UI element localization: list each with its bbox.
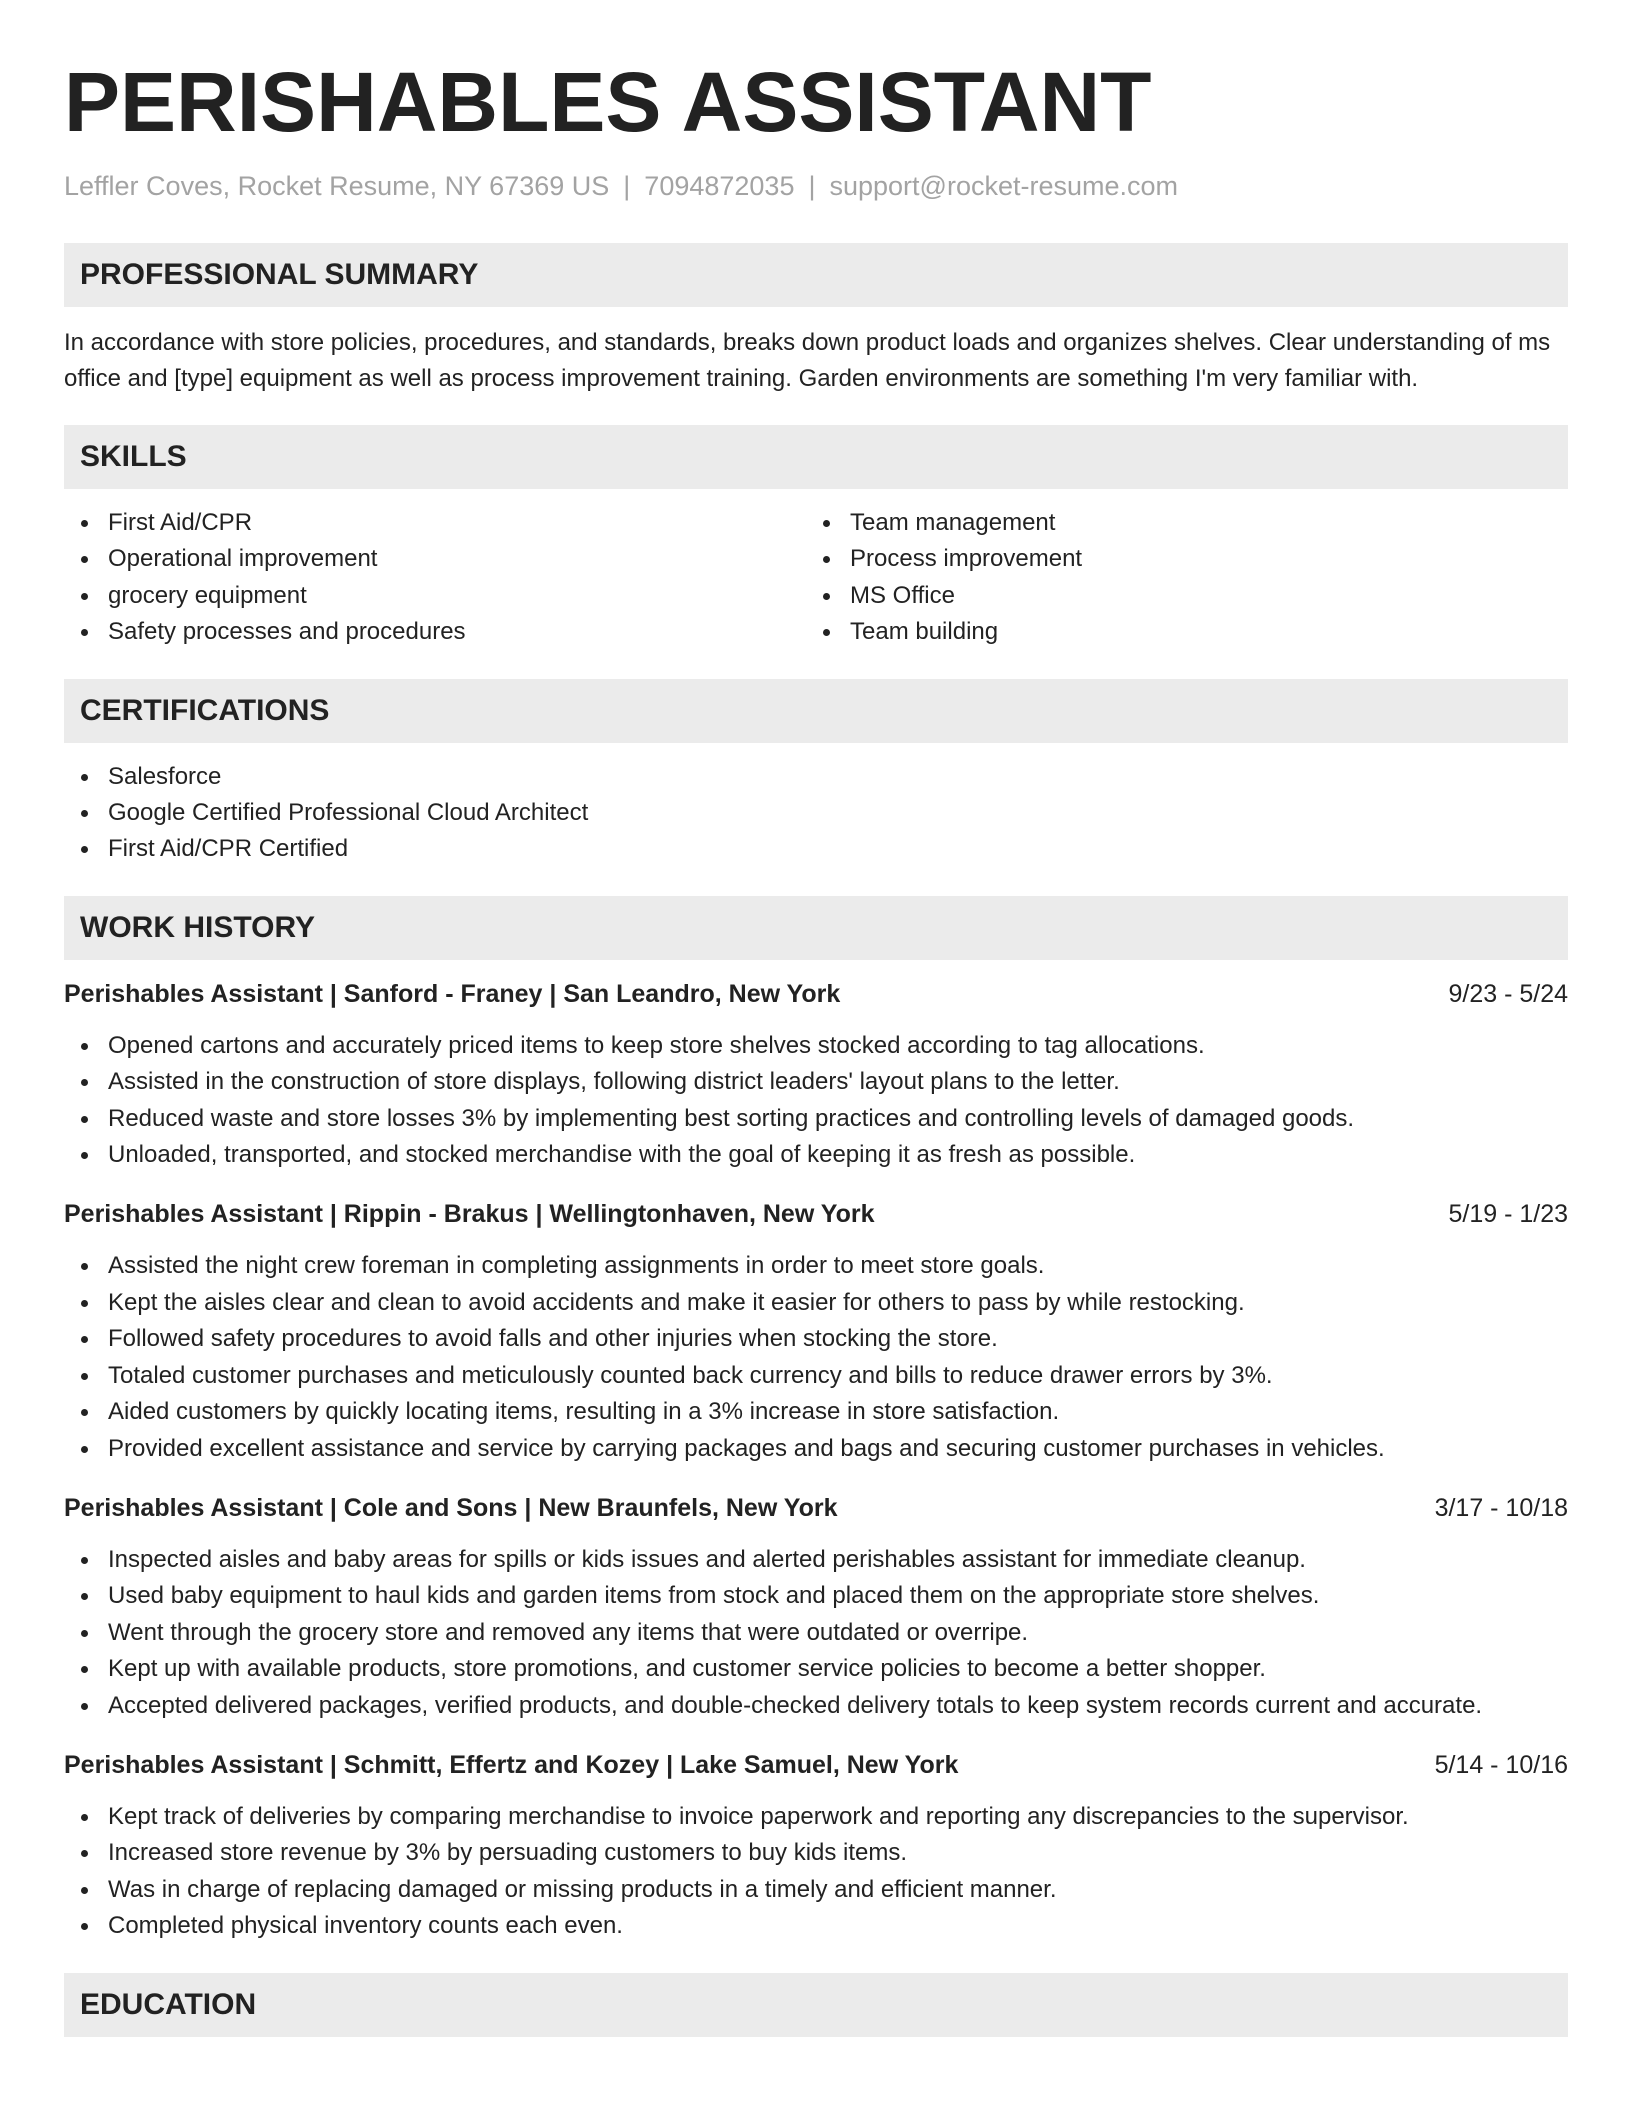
job-bullet: Aided customers by quickly locating items, resulting in a 3% increase in store satisfaction.: [64, 1394, 1568, 1430]
job-bullet: Totaled customer purchases and meticulously counted back currency and bills to reduce drawer errors by 3%.: [64, 1358, 1568, 1394]
skills-column-right: [806, 505, 1548, 651]
resume-page: [64, 0, 1568, 2037]
job-entry: [64, 1490, 1568, 1724]
contact-line: [64, 166, 1568, 206]
skill-item: grocery equipment: [64, 578, 806, 614]
skill-item: First Aid/CPR: [64, 505, 806, 541]
job-bullet: Went through the grocery store and removed any items that were outdated or overripe.: [64, 1615, 1568, 1651]
job-header: [64, 976, 1568, 1012]
section-header-certifications: CERTIFICATIONS: [64, 679, 1568, 743]
section-header-skills: SKILLS: [64, 425, 1568, 489]
skill-item: MS Office: [806, 578, 1548, 614]
job-bullet: Accepted delivered packages, verified products, and double-checked delivery totals to keep system records current and accurate.: [64, 1688, 1568, 1724]
job-bullets: [64, 1028, 1568, 1174]
skill-item: Operational improvement: [64, 541, 806, 577]
job-bullet: Reduced waste and store losses 3% by implementing best sorting practices and controlling levels of damaged goods.: [64, 1101, 1568, 1137]
job-entry: [64, 1196, 1568, 1466]
skill-item: Team building: [806, 614, 1548, 650]
job-header: [64, 1490, 1568, 1526]
skills-list-right: [806, 505, 1548, 651]
job-bullet: Followed safety procedures to avoid falls and other injuries when stocking the store.: [64, 1321, 1568, 1357]
job-bullet: Opened cartons and accurately priced items to keep store shelves stocked according to tag allocations.: [64, 1028, 1568, 1064]
job-bullet: Was in charge of replacing damaged or missing products in a timely and efficient manner.: [64, 1872, 1568, 1908]
job-dates: 3/17 - 10/18: [1434, 1493, 1568, 1522]
job-bullet: Inspected aisles and baby areas for spills or kids issues and alerted perishables assistant for immediate cleanup.: [64, 1542, 1568, 1578]
job-bullet: Kept track of deliveries by comparing merchandise to invoice paperwork and reporting any discrepancies to the supervisor.: [64, 1799, 1568, 1835]
job-bullet: Assisted in the construction of store displays, following district leaders' layout plans to the letter.: [64, 1064, 1568, 1100]
job-dates: 5/14 - 10/16: [1434, 1750, 1568, 1779]
job-bullet: Unloaded, transported, and stocked merchandise with the goal of keeping it as fresh as possible.: [64, 1137, 1568, 1173]
job-title: Perishables Assistant | Sanford - Franey | San Leandro, New York: [64, 979, 841, 1008]
contact-email: support@rocket-resume.com: [829, 171, 1179, 201]
section-header-summary: PROFESSIONAL SUMMARY: [64, 243, 1568, 307]
skills-grid: [64, 505, 1568, 651]
job-bullets: [64, 1799, 1568, 1945]
certification-item: Salesforce: [64, 759, 1568, 795]
job-header: [64, 1747, 1568, 1783]
summary-text: In accordance with store policies, procedures, and standards, breaks down product loads and organizes shelves. Clear understanding of ms office and [type] equipment as well as process improvement training. Garden environments are something I'm very familiar with.: [64, 329, 1551, 392]
job-bullets: [64, 1248, 1568, 1466]
job-bullet: Assisted the night crew foreman in completing assignments in order to meet store goals.: [64, 1248, 1568, 1284]
job-entry: [64, 976, 1568, 1174]
job-title: Perishables Assistant | Cole and Sons | New Braunfels, New York: [64, 1493, 838, 1522]
job-bullet: Used baby equipment to haul kids and garden items from stock and placed them on the appropriate store shelves.: [64, 1578, 1568, 1614]
certification-item: Google Certified Professional Cloud Architect: [64, 795, 1568, 831]
skills-column-left: [64, 505, 806, 651]
job-bullet: Kept up with available products, store promotions, and customer service policies to become a better shopper.: [64, 1651, 1568, 1687]
job-dates: 5/19 - 1/23: [1448, 1200, 1568, 1229]
certifications-list: [64, 759, 1568, 868]
skills-list-left: [64, 505, 806, 651]
contact-phone: 7094872035: [644, 171, 795, 201]
job-bullets: [64, 1542, 1568, 1724]
job-bullet: Kept the aisles clear and clean to avoid accidents and make it easier for others to pass by while restocking.: [64, 1285, 1568, 1321]
skill-item: Process improvement: [806, 541, 1548, 577]
contact-separator: |: [808, 171, 816, 201]
job-header: [64, 1196, 1568, 1232]
job-bullet: Completed physical inventory counts each even.: [64, 1908, 1568, 1944]
certification-item: First Aid/CPR Certified: [64, 831, 1568, 867]
section-header-work-history: WORK HISTORY: [64, 896, 1568, 960]
job-dates: 9/23 - 5/24: [1448, 979, 1568, 1008]
job-bullet: Provided excellent assistance and service by carrying packages and bags and securing customer purchases in vehicles.: [64, 1431, 1568, 1467]
skill-item: Safety processes and procedures: [64, 614, 806, 650]
skill-item: Team management: [806, 505, 1548, 541]
job-title: Perishables Assistant | Schmitt, Effertz and Kozey | Lake Samuel, New York: [64, 1750, 959, 1779]
job-bullet: Increased store revenue by 3% by persuading customers to buy kids items.: [64, 1835, 1568, 1871]
job-title: Perishables Assistant | Rippin - Brakus | Wellingtonhaven, New York: [64, 1200, 875, 1229]
candidate-name: PERISHABLES ASSISTANT: [64, 55, 1152, 149]
contact-separator: |: [623, 171, 631, 201]
contact-address: Leffler Coves, Rocket Resume, NY 67369 US: [64, 171, 610, 201]
section-header-education: EDUCATION: [64, 1973, 1568, 2037]
job-entry: [64, 1747, 1568, 1945]
